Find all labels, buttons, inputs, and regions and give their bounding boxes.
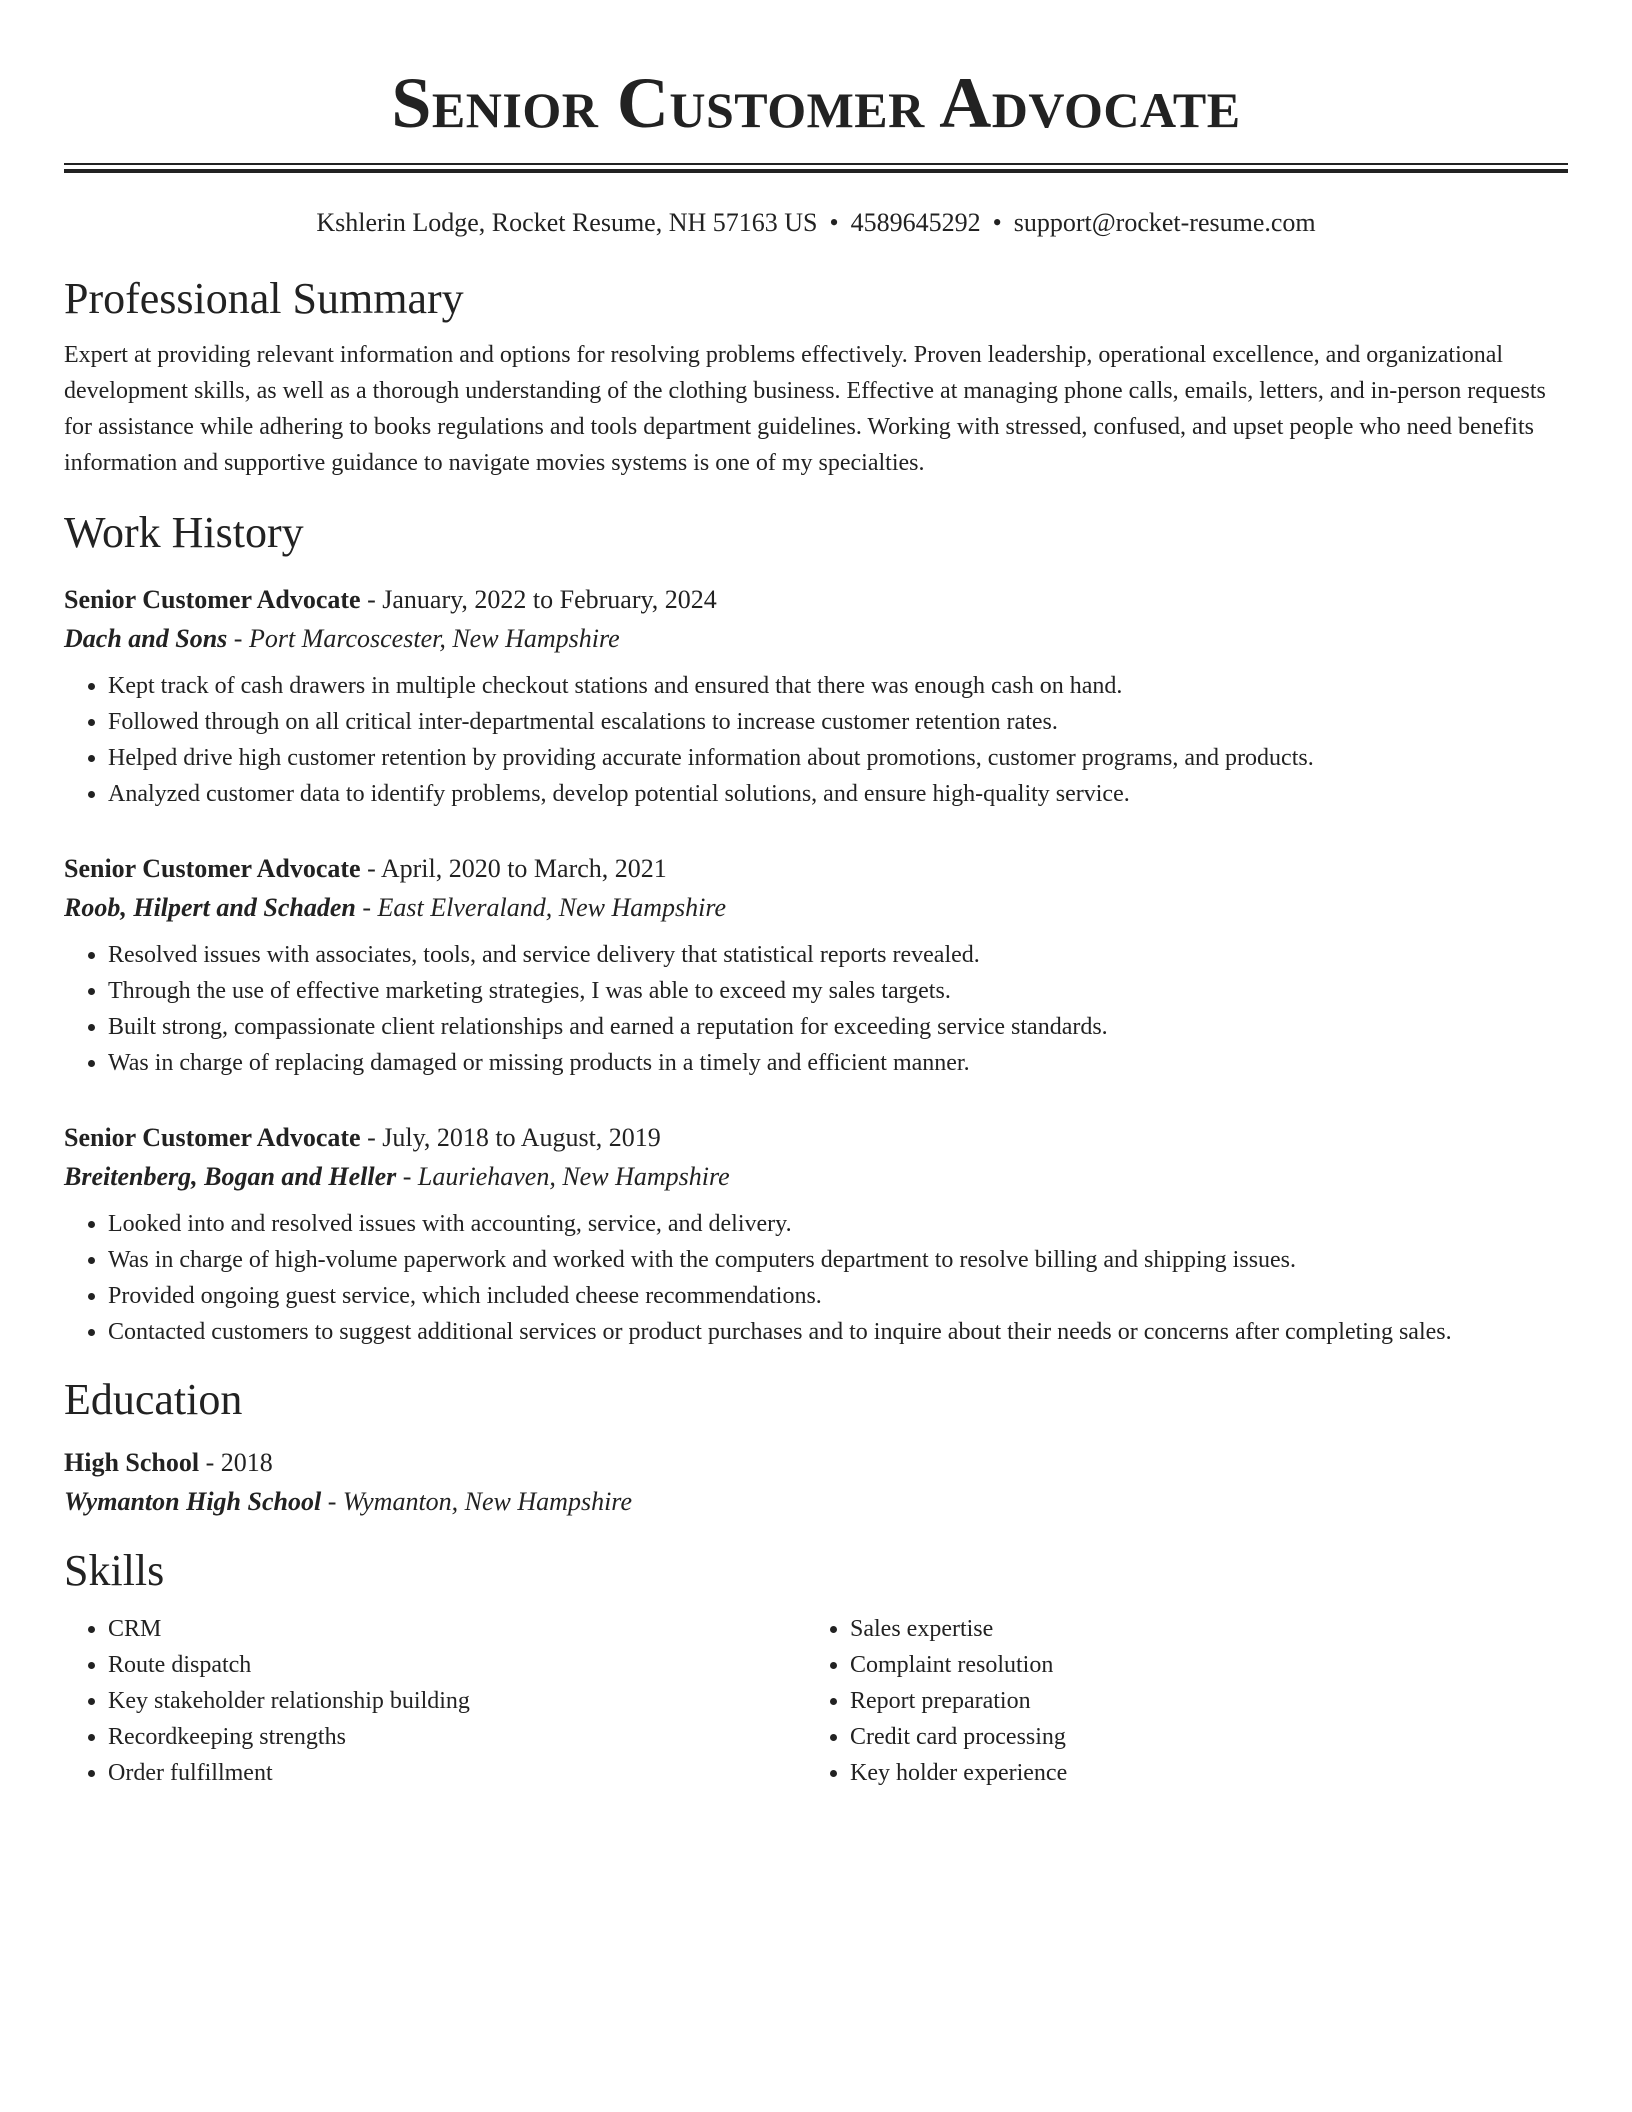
- company-location: Lauriehaven, New Hampshire: [417, 1162, 730, 1191]
- job-title: Senior Customer Advocate: [64, 1123, 361, 1152]
- company-name: Breitenberg, Bogan and Heller: [64, 1162, 397, 1191]
- job-title-line: [64, 1121, 1568, 1155]
- job-entry: [64, 1121, 1568, 1350]
- job-bullet: • Was in charge of high-volume paperwork and worked with the computers department to resolve billing and shipping issues.: [108, 1242, 1568, 1278]
- job-title: Senior Customer Advocate: [64, 585, 361, 614]
- job-entry: [64, 583, 1568, 812]
- school-location: Wymanton, New Hampshire: [342, 1487, 632, 1516]
- degree: High School: [64, 1448, 200, 1477]
- contact-email: support@rocket-resume.com: [1013, 208, 1316, 237]
- dash: -: [360, 1123, 383, 1152]
- dash: -: [360, 854, 381, 883]
- education-heading: Education: [64, 1375, 243, 1424]
- company-line: [64, 622, 1568, 656]
- company-name: Dach and Sons: [64, 624, 228, 653]
- skill-item: • Credit card processing: [850, 1719, 1548, 1755]
- job-bullet: • Kept track of cash drawers in multiple checkout stations and ensured that there was enough cash on hand.: [108, 668, 1568, 704]
- contact-phone: 4589645292: [850, 208, 981, 237]
- skills-heading: Skills: [64, 1546, 165, 1595]
- skills-list-right: [806, 1611, 1548, 1791]
- company-name: Roob, Hilpert and Schaden: [64, 893, 356, 922]
- degree-line: [64, 1446, 1568, 1480]
- school-line: [64, 1485, 1568, 1519]
- skill-item: • Route dispatch: [108, 1647, 806, 1683]
- skill-item: • Complaint resolution: [850, 1647, 1548, 1683]
- school-name: Wymanton High School: [64, 1487, 322, 1516]
- job-title-line: [64, 852, 1568, 886]
- skills-list-left: [64, 1611, 806, 1791]
- skills-columns: [64, 1611, 1568, 1791]
- job-bullets: [64, 937, 1568, 1081]
- job-bullets: [64, 1206, 1568, 1350]
- education-entry: [64, 1446, 1568, 1519]
- job-bullet: • Resolved issues with associates, tools, and service delivery that statistical reports revealed.: [108, 937, 1568, 973]
- job-dates: April, 2020 to March, 2021: [380, 854, 667, 883]
- contact-separator: •: [829, 208, 839, 237]
- job-dates: January, 2022 to February, 2024: [382, 585, 717, 614]
- contact-address: Kshlerin Lodge, Rocket Resume, NH 57163 US: [316, 208, 818, 237]
- dash: -: [355, 893, 378, 922]
- skill-item: • Sales expertise: [850, 1611, 1548, 1647]
- job-bullet: • Helped drive high customer retention by providing accurate information about promotions, customer programs, and products.: [108, 740, 1568, 776]
- job-bullet: • Built strong, compassionate client relationships and earned a reputation for exceeding service standards.: [108, 1009, 1568, 1045]
- job-bullet: • Through the use of effective marketing strategies, I was able to exceed my sales targets.: [108, 973, 1568, 1009]
- company-location: East Elveraland, New Hampshire: [377, 893, 727, 922]
- skill-item: • Recordkeeping strengths: [108, 1719, 806, 1755]
- resume-title: Senior Customer Advocate: [391, 63, 1241, 143]
- summary-text: Expert at providing relevant information and options for resolving problems effectively. Proven leadership, operational excellence, and organizational development skills, as well as a thorough understanding of the clothing business. Effective at managing phone calls, emails, letters, and in-person requests for assistance while adhering to books regulations and tools department guidelines. Working with stressed, confused, and upset people who need benefits information and supportive guidance to navigate movies systems is one of my specialties.: [64, 342, 1546, 476]
- job-bullet: • Analyzed customer data to identify problems, develop potential solutions, and ensure high-quality service.: [108, 776, 1568, 812]
- company-location: Port Marcoscester, New Hampshire: [248, 624, 620, 653]
- dash: -: [396, 1162, 418, 1191]
- job-title: Senior Customer Advocate: [64, 854, 361, 883]
- contact-separator: •: [992, 208, 1002, 237]
- skill-item: • Key holder experience: [850, 1755, 1548, 1791]
- job-title-line: [64, 583, 1568, 617]
- summary-heading: Professional Summary: [64, 274, 464, 323]
- job-bullet: • Looked into and resolved issues with accounting, service, and delivery.: [108, 1206, 1568, 1242]
- title-double-rule: [64, 163, 1568, 173]
- skill-item: • Order fulfillment: [108, 1755, 806, 1791]
- graduation-year: 2018: [220, 1448, 273, 1477]
- skill-item: • Key stakeholder relationship building: [108, 1683, 806, 1719]
- dash: -: [227, 624, 249, 653]
- job-bullet: • Was in charge of replacing damaged or missing products in a timely and efficient manner.: [108, 1045, 1568, 1081]
- dash: -: [360, 585, 383, 614]
- job-bullets: [64, 668, 1568, 812]
- company-line: [64, 891, 1568, 925]
- contact-line: [64, 207, 1568, 239]
- company-line: [64, 1160, 1568, 1194]
- job-bullet: • Contacted customers to suggest additional services or product purchases and to inquire about their needs or concerns after completing sales.: [108, 1314, 1568, 1350]
- dash: -: [199, 1448, 221, 1477]
- job-bullet: • Followed through on all critical inter-departmental escalations to increase customer retention rates.: [108, 704, 1568, 740]
- work-history-heading: Work History: [64, 508, 304, 557]
- job-bullet: • Provided ongoing guest service, which included cheese recommendations.: [108, 1278, 1568, 1314]
- skill-item: • CRM: [108, 1611, 806, 1647]
- skill-item: • Report preparation: [850, 1683, 1548, 1719]
- job-entry: [64, 852, 1568, 1081]
- job-dates: July, 2018 to August, 2019: [382, 1123, 661, 1152]
- dash: -: [321, 1487, 343, 1516]
